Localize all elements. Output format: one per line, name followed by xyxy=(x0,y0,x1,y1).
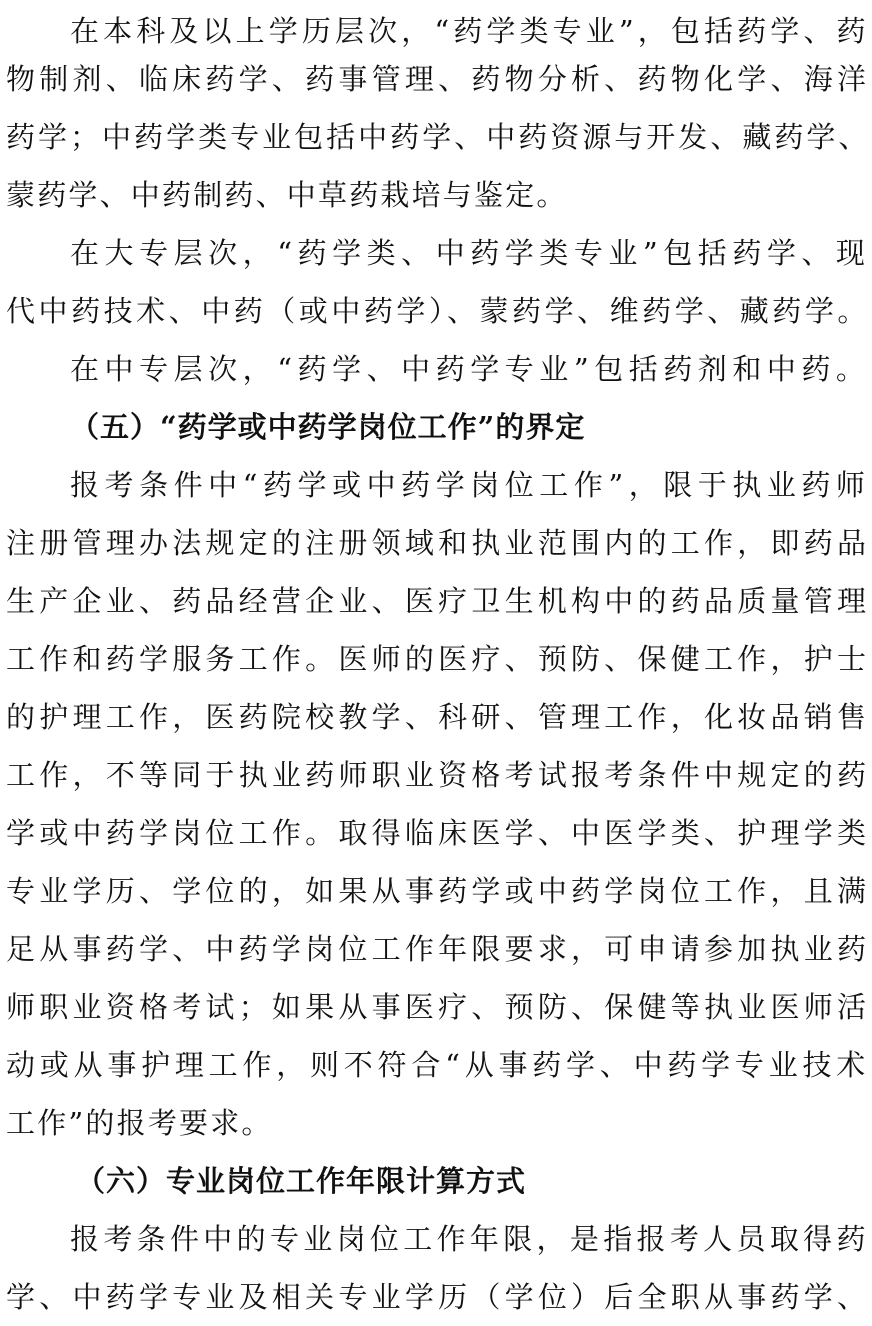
paragraph-line: 的护理工作，医药院校教学、科研、管理工作，化妆品销售 xyxy=(6,700,871,734)
paragraph-line: 工作，不等同于执业药师职业资格考试报考条件中规定的药 xyxy=(6,758,871,792)
section-heading-5: （五）“药学或中药学岗位工作”的界定 xyxy=(70,410,586,444)
paragraph-line: 报考条件中的专业岗位工作年限，是指报考人员取得药 xyxy=(70,1222,870,1256)
paragraph-line: 生产企业、药品经营企业、医疗卫生机构中的药品质量管理 xyxy=(6,584,871,618)
paragraph-line: 代中药技术、中药（或中药学）、蒙药学、维药学、藏药学。 xyxy=(6,294,870,328)
paragraph-line: 足从事药学、中药学岗位工作年限要求，可申请参加执业药 xyxy=(6,932,871,966)
paragraph-line: 在大专层次，“药学类、中药学类专业”包括药学、现 xyxy=(70,236,871,270)
paragraph-line: 报考条件中“药学或中药学岗位工作”，限于执业药师 xyxy=(70,468,871,502)
paragraph-line: 工作和药学服务工作。医师的医疗、预防、保健工作，护士 xyxy=(6,642,871,676)
paragraph-line: 师职业资格考试；如果从事医疗、预防、保健等执业医师活 xyxy=(6,990,871,1024)
paragraph-line: 动或从事护理工作，则不符合“从事药学、中药学专业技术 xyxy=(6,1048,871,1082)
section-heading-6: （六）专业岗位工作年限计算方式 xyxy=(76,1164,527,1198)
paragraph-line: 专业学历、学位的，如果从事药学或中药学岗位工作，且满 xyxy=(6,874,871,908)
paragraph-line: 药学；中药学类专业包括中药学、中药资源与开发、藏药学、 xyxy=(6,120,871,154)
paragraph-line: 学或中药学岗位工作。取得临床医学、中医学类、护理学类 xyxy=(6,816,871,850)
paragraph-line: 学、中药学专业及相关专业学历（学位）后全职从事药学、 xyxy=(6,1280,871,1314)
paragraph-line: 蒙药学、中药制药、中草药栽培与鉴定。 xyxy=(6,178,568,212)
paragraph-line: 注册管理办法规定的注册领域和执业范围内的工作，即药品 xyxy=(6,526,871,560)
paragraph-line: 物制剂、临床药学、药事管理、药物分析、药物化学、海洋 xyxy=(6,62,871,96)
paragraph-line: 工作”的报考要求。 xyxy=(6,1106,273,1140)
paragraph-line: 在本科及以上学历层次，“药学类专业”，包括药学、药 xyxy=(70,14,870,48)
paragraph-line: 在中专层次，“药学、中药学专业”包括药剂和中药。 xyxy=(70,352,871,386)
